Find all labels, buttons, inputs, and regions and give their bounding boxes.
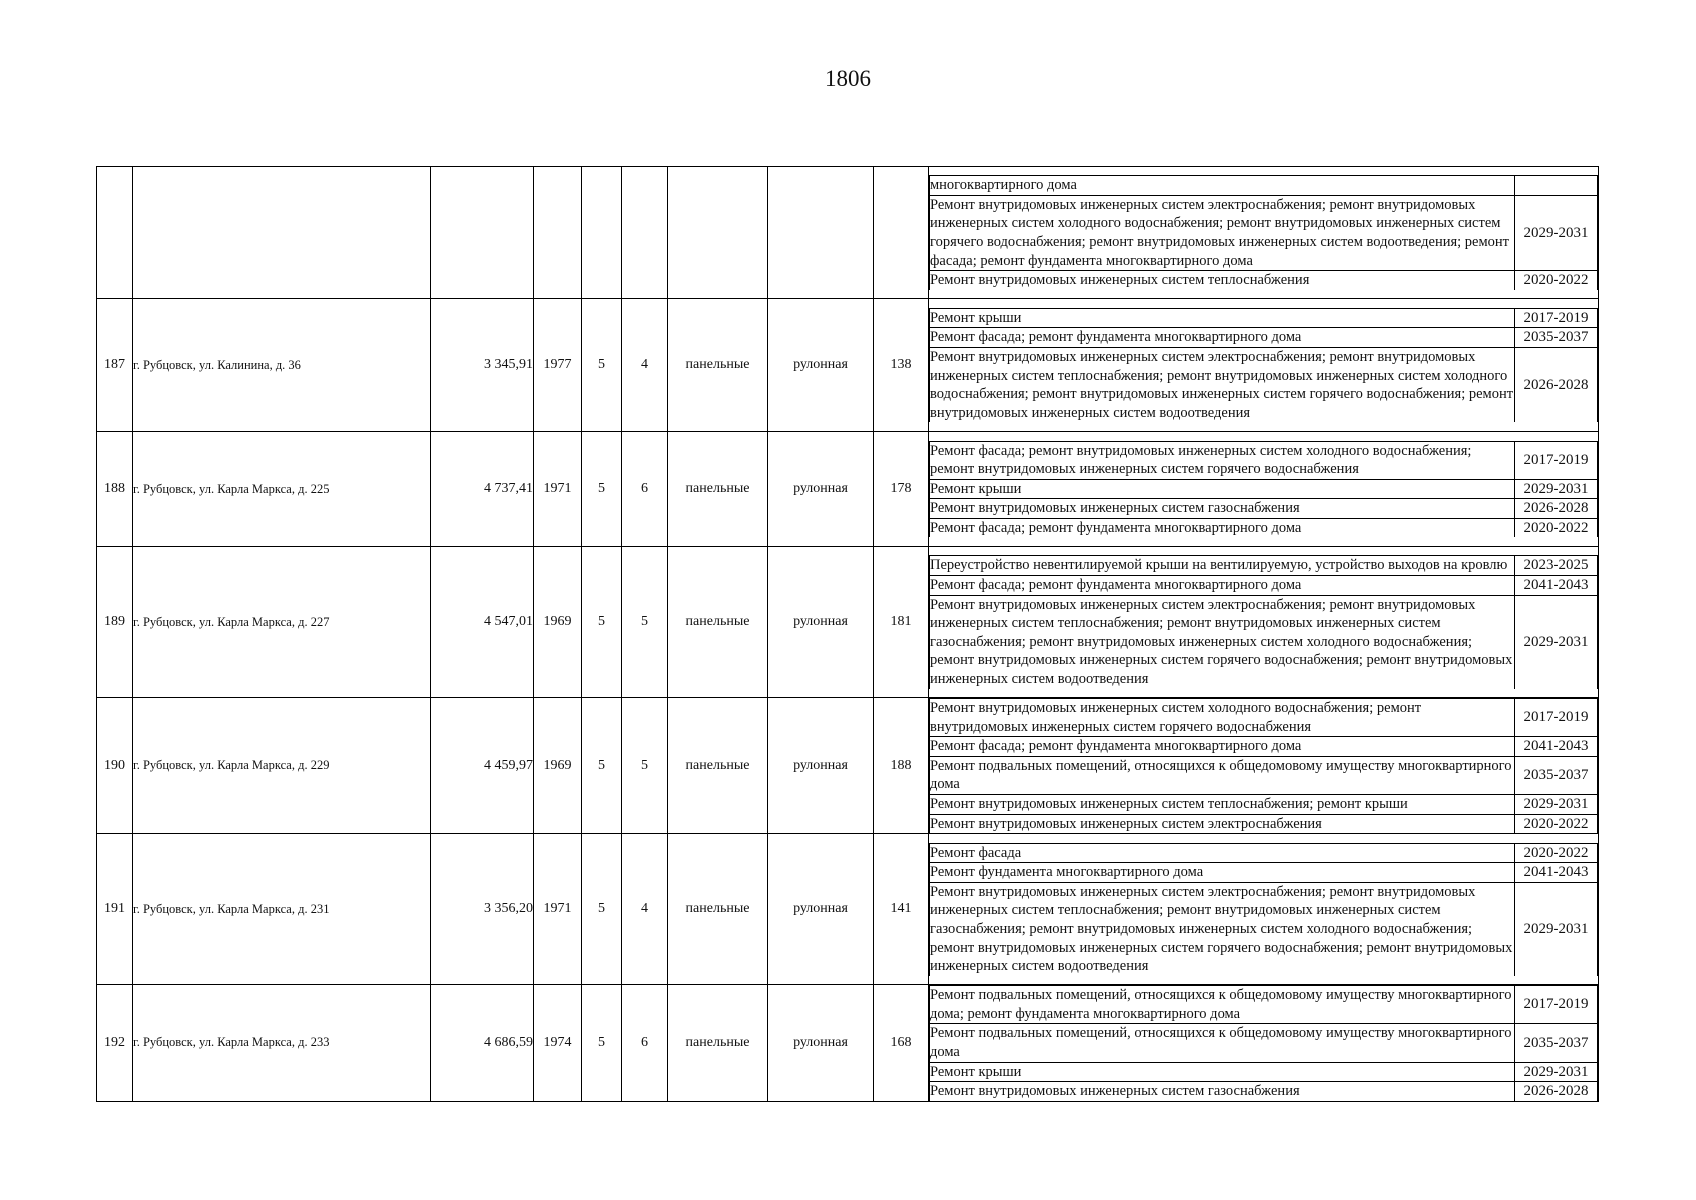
work-item [930,328,1598,348]
works-list [929,441,1598,538]
cell-floors: 5 [582,432,622,547]
work-item [930,863,1598,883]
cell-address: г. Рубцовск, ул. Карла Маркса, д. 227 [133,547,431,698]
work-text: Переустройство невентилируемой крыши на вентилируемую, устройство выходов на кровлю [930,556,1515,576]
cell-year: 1971 [534,834,582,985]
work-period: 2041-2043 [1515,863,1598,883]
work-period: 2026-2028 [1515,499,1598,519]
cell-entrances: 6 [622,985,668,1102]
work-text: Ремонт фасада; ремонт внутридомовых инженерных систем холодного водоснабжения; ремонт внутридомовых инженерных систем горячего водоснабжения [930,441,1515,479]
work-item [930,794,1598,814]
cell-address: г. Рубцовск, ул. Калинина, д. 36 [133,299,431,432]
cell-walls: панельные [668,834,768,985]
repair-schedule-table [96,166,1599,1102]
work-item [930,479,1598,499]
work-period: 2029-2031 [1515,794,1598,814]
work-period: 2029-2031 [1515,882,1598,975]
work-text: Ремонт внутридомовых инженерных систем электроснабжения; ремонт внутридомовых инженерных систем теплоснабжения; ремонт внутридомовых инженерных систем газоснабжения; ремонт внутридомовых инженерных систем холодного водоснабжения; ремонт внутридомовых инженерных систем горячего водоснабжения; ремонт внутридомовых инженерных систем водоотведения [930,882,1515,975]
work-text: Ремонт внутридомовых инженерных систем теплоснабжения [930,271,1515,290]
cell-entrances: 5 [622,547,668,698]
work-text: Ремонт фасада; ремонт фундамента многоквартирного дома [930,576,1515,596]
cell-residents: 168 [874,985,929,1102]
work-period: 2029-2031 [1515,1062,1598,1082]
work-item [930,347,1598,422]
work-text: Ремонт подвальных помещений, относящихся к общедомовому имуществу многоквартирного дома; ремонт фундамента многоквартирного дома [930,986,1515,1024]
cell-year: 1969 [534,698,582,834]
work-period [1515,176,1598,196]
cell-address: г. Рубцовск, ул. Карла Маркса, д. 229 [133,698,431,834]
works-list [929,698,1598,833]
continuation-row [97,167,1599,299]
work-item [930,308,1598,328]
cell-year: 1974 [534,985,582,1102]
cell-roof: рулонная [768,985,874,1102]
work-period: 2035-2037 [1515,1024,1598,1062]
works-list [929,985,1598,1101]
work-text: Ремонт крыши [930,1062,1515,1082]
cell-walls: панельные [668,547,768,698]
works-list [929,555,1598,688]
cell-roof: рулонная [768,698,874,834]
work-period: 2020-2022 [1515,814,1598,833]
cell-year [534,167,582,299]
work-item [930,814,1598,833]
work-text: Ремонт внутридомовых инженерных систем электроснабжения; ремонт внутридомовых инженерных систем теплоснабжения; ремонт внутридомовых инженерных систем холодного водоснабжения; ремонт внутридомовых инженерных систем горячего водоснабжения; ремонт внутридомовых инженерных систем водоотведения [930,348,1514,421]
cell-works [929,432,1599,547]
work-text: Ремонт внутридомовых инженерных систем холодного водоснабжения; ремонт внутридомовых инженерных систем горячего водоснабжения [930,699,1515,737]
cell-roof: рулонная [768,432,874,547]
cell-area: 4 547,01 [431,547,534,698]
cell-area: 4 459,97 [431,698,534,834]
work-period: 2020-2022 [1515,271,1598,290]
work-item [930,195,1598,270]
work-period: 2029-2031 [1515,195,1598,270]
cell-area: 4 686,59 [431,985,534,1102]
cell-residents [874,167,929,299]
cell-floors: 5 [582,299,622,432]
work-text: Ремонт внутридомовых инженерных систем электроснабжения; ремонт внутридомовых инженерных систем холодного водоснабжения; ремонт внутридомовых инженерных систем горячего водоснабжения; ремонт внутридомовых инженерных систем водоотведения; ремонт фасада; ремонт фундамента многоквартирного дома [930,195,1515,270]
cell-area: 4 737,41 [431,432,534,547]
work-period: 2017-2019 [1515,699,1598,737]
work-text: Ремонт крыши [930,479,1515,499]
work-item [930,843,1598,863]
cell-address [133,167,431,299]
cell-num: 188 [97,432,133,547]
work-period: 2029-2031 [1515,479,1598,499]
work-period: 2017-2019 [1515,986,1598,1024]
work-text: Ремонт фасада; ремонт фундамента многоквартирного дома [930,518,1515,537]
work-period: 2041-2043 [1515,737,1598,757]
work-item [930,556,1598,576]
table-row [97,834,1599,985]
cell-floors: 5 [582,547,622,698]
cell-works [929,167,1599,299]
work-item [930,882,1598,975]
work-period: 2020-2022 [1515,518,1598,537]
cell-floors: 5 [582,834,622,985]
cell-num: 190 [97,698,133,834]
table-row [97,432,1599,547]
cell-area [431,167,534,299]
work-item [930,176,1598,196]
cell-year: 1969 [534,547,582,698]
work-item [930,737,1598,757]
work-item [930,699,1598,737]
cell-works [929,985,1599,1102]
work-item [930,499,1598,519]
cell-area: 3 356,20 [431,834,534,985]
work-text: Ремонт внутридомовых инженерных систем газоснабжения [930,499,1515,519]
cell-walls: панельные [668,299,768,432]
cell-num: 189 [97,547,133,698]
page-number: 1806 [825,66,871,91]
works-list [929,175,1598,290]
table-row [97,299,1599,432]
cell-num: 187 [97,299,133,432]
table-row [97,985,1599,1102]
cell-walls: панельные [668,985,768,1102]
cell-num: 191 [97,834,133,985]
work-text: Ремонт подвальных помещений, относящихся к общедомовому имуществу многоквартирного дома [930,756,1515,794]
work-text: многоквартирного дома [930,176,1515,196]
cell-works [929,834,1599,985]
cell-roof: рулонная [768,834,874,985]
work-period: 2026-2028 [1515,347,1598,422]
cell-entrances: 4 [622,834,668,985]
cell-year: 1971 [534,432,582,547]
cell-walls: панельные [668,432,768,547]
work-text: Ремонт подвальных помещений, относящихся к общедомовому имуществу многоквартирного дома [930,1024,1515,1062]
work-text: Ремонт крыши [930,308,1515,328]
work-text: Ремонт фасада; ремонт фундамента многоквартирного дома [930,737,1515,757]
cell-entrances: 4 [622,299,668,432]
work-text: Ремонт фасада; ремонт фундамента многоквартирного дома [930,328,1515,348]
work-item [930,756,1598,794]
cell-roof: рулонная [768,299,874,432]
cell-walls [668,167,768,299]
work-period: 2026-2028 [1515,1082,1598,1101]
cell-residents: 141 [874,834,929,985]
work-period: 2017-2019 [1515,441,1598,479]
work-item [930,1024,1598,1062]
cell-roof [768,167,874,299]
cell-residents: 181 [874,547,929,698]
cell-floors [582,167,622,299]
cell-walls: панельные [668,698,768,834]
work-period: 2041-2043 [1515,576,1598,596]
cell-area: 3 345,91 [431,299,534,432]
cell-num [97,167,133,299]
work-period: 2020-2022 [1515,843,1598,863]
work-item [930,1062,1598,1082]
work-item [930,441,1598,479]
work-item [930,576,1598,596]
work-period: 2035-2037 [1515,328,1598,348]
table-row [97,698,1599,834]
cell-residents: 188 [874,698,929,834]
work-item [930,518,1598,537]
work-period: 2023-2025 [1515,556,1598,576]
work-period: 2017-2019 [1515,308,1598,328]
work-text: Ремонт внутридомовых инженерных систем газоснабжения [930,1082,1515,1101]
cell-works [929,299,1599,432]
cell-num: 192 [97,985,133,1102]
cell-floors: 5 [582,985,622,1102]
cell-works [929,547,1599,698]
work-item [930,271,1598,290]
cell-residents: 178 [874,432,929,547]
cell-floors: 5 [582,698,622,834]
work-text: Ремонт фундамента многоквартирного дома [930,863,1515,883]
work-item [930,1082,1598,1101]
cell-residents: 138 [874,299,929,432]
cell-works [929,698,1599,834]
cell-entrances: 6 [622,432,668,547]
work-period: 2035-2037 [1515,756,1598,794]
cell-year: 1977 [534,299,582,432]
cell-address: г. Рубцовск, ул. Карла Маркса, д. 231 [133,834,431,985]
work-text: Ремонт фасада [930,843,1515,863]
work-period: 2029-2031 [1515,595,1598,688]
work-item [930,986,1598,1024]
cell-address: г. Рубцовск, ул. Карла Маркса, д. 233 [133,985,431,1102]
cell-roof: рулонная [768,547,874,698]
work-text: Ремонт внутридомовых инженерных систем электроснабжения; ремонт внутридомовых инженерных систем теплоснабжения; ремонт внутридомовых инженерных систем газоснабжения; ремонт внутридомовых инженерных систем холодного водоснабжения; ремонт внутридомовых инженерных систем горячего водоснабжения; ремонт внутридомовых инженерных систем водоотведения [930,595,1515,688]
table-row [97,547,1599,698]
works-list [929,843,1598,976]
works-list [929,308,1598,423]
work-text: Ремонт внутридомовых инженерных систем теплоснабжения; ремонт крыши [930,794,1515,814]
cell-entrances: 5 [622,698,668,834]
cell-address: г. Рубцовск, ул. Карла Маркса, д. 225 [133,432,431,547]
work-text: Ремонт внутридомовых инженерных систем электроснабжения [930,814,1515,833]
work-item [930,595,1598,688]
cell-entrances [622,167,668,299]
